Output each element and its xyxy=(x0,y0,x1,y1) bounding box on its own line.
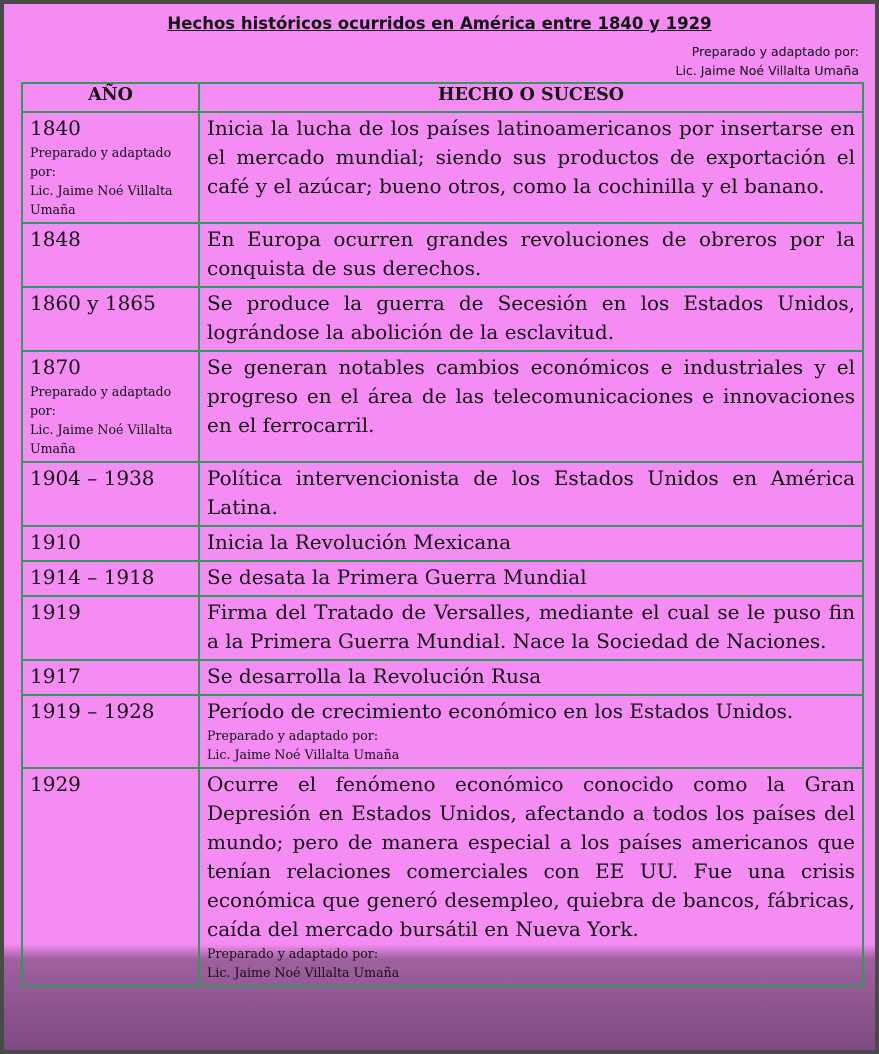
year-value: 1910 xyxy=(30,530,81,554)
table-row xyxy=(22,223,863,287)
year-value: 1919 – 1928 xyxy=(30,699,155,723)
event-cell xyxy=(199,351,863,462)
year-note: Preparado y adaptado por: xyxy=(30,384,172,418)
event-cell xyxy=(199,660,863,695)
year-cell xyxy=(22,351,199,462)
event-cell xyxy=(199,112,863,223)
year-note: Lic. Jaime Noé Villalta Umaña xyxy=(30,422,173,456)
table-header-row xyxy=(22,83,863,112)
event-text: Inicia la lucha de los países latinoamericanos por insertarse en el mercado mundial; siendo sus productos de exportación el café y el azúcar; bueno otros, como la cochinilla y el banano. xyxy=(207,116,855,198)
year-value: 1848 xyxy=(30,227,81,251)
year-note: Lic. Jaime Noé Villalta Umaña xyxy=(30,183,173,217)
event-cell xyxy=(199,287,863,351)
event-text: Se generan notables cambios económicos e industriales y el progreso en el área de las telecomunicaciones e innovaciones en el ferrocarril. xyxy=(207,355,855,437)
year-value: 1914 – 1918 xyxy=(30,565,155,589)
event-note: Lic. Jaime Noé Villalta Umaña xyxy=(207,965,400,980)
year-cell xyxy=(22,768,199,986)
event-text: En Europa ocurren grandes revoluciones de obreros por la conquista de sus derechos. xyxy=(207,227,855,280)
table-row xyxy=(22,561,863,596)
event-cell xyxy=(199,223,863,287)
event-note: Lic. Jaime Noé Villalta Umaña xyxy=(207,747,400,762)
table-row xyxy=(22,660,863,695)
year-cell xyxy=(22,660,199,695)
event-cell xyxy=(199,695,863,768)
year-value: 1917 xyxy=(30,664,81,688)
event-cell xyxy=(199,561,863,596)
events-table xyxy=(21,82,864,987)
author-credit xyxy=(675,42,859,80)
event-text: Política intervencionista de los Estados Unidos en América Latina. xyxy=(207,466,855,519)
table-row xyxy=(22,695,863,768)
year-cell xyxy=(22,287,199,351)
event-text: Firma del Tratado de Versalles, mediante el cual se le puso fin a la Primera Guerra Mundial. Nace la Sociedad de Naciones. xyxy=(207,600,855,653)
year-cell xyxy=(22,462,199,526)
year-cell xyxy=(22,561,199,596)
year-value: 1860 y 1865 xyxy=(30,291,156,315)
event-cell xyxy=(199,768,863,986)
year-cell xyxy=(22,695,199,768)
year-value: 1919 xyxy=(30,600,81,624)
credit-line: Lic. Jaime Noé Villalta Umaña xyxy=(675,63,859,78)
event-cell xyxy=(199,462,863,526)
table-row xyxy=(22,462,863,526)
year-value: 1870 xyxy=(30,355,81,379)
event-text: Se desarrolla la Revolución Rusa xyxy=(207,664,542,688)
event-cell xyxy=(199,596,863,660)
event-cell xyxy=(199,526,863,561)
table-row xyxy=(22,596,863,660)
table-row xyxy=(22,526,863,561)
event-text: Período de crecimiento económico en los Estados Unidos. xyxy=(207,699,794,723)
event-note: Preparado y adaptado por: xyxy=(207,728,379,743)
year-cell xyxy=(22,112,199,223)
header-year: AÑO xyxy=(22,83,199,112)
year-cell xyxy=(22,526,199,561)
table-row xyxy=(22,768,863,986)
table-row xyxy=(22,287,863,351)
year-value: 1840 xyxy=(30,116,81,140)
event-text: Se desata la Primera Guerra Mundial xyxy=(207,565,587,589)
event-text: Inicia la Revolución Mexicana xyxy=(207,530,512,554)
table-row xyxy=(22,112,863,223)
year-value: 1904 – 1938 xyxy=(30,466,155,490)
year-note: Preparado y adaptado por: xyxy=(30,145,172,179)
year-cell xyxy=(22,596,199,660)
credit-line: Preparado y adaptado por: xyxy=(691,44,859,59)
year-value: 1929 xyxy=(30,772,81,796)
event-note: Preparado y adaptado por: xyxy=(207,946,379,961)
year-cell xyxy=(22,223,199,287)
page-title: Hechos históricos ocurridos en América entre 1840 y 1929 xyxy=(167,14,712,33)
header-event: HECHO O SUCESO xyxy=(199,83,863,112)
event-text: Ocurre el fenómeno económico conocido como la Gran Depresión en Estados Unidos, afectando a todos los países del mundo; pero de manera especial a los países americanos que tenían relaciones comerciales con EE UU. Fue una crisis económica que generó desempleo, quiebra de bancos, fábricas, caída del mercado bursátil en Nueva York. xyxy=(207,772,855,941)
event-text: Se produce la guerra de Secesión en los Estados Unidos, lográndose la abolición de la esclavitud. xyxy=(207,291,855,344)
table-row xyxy=(22,351,863,462)
